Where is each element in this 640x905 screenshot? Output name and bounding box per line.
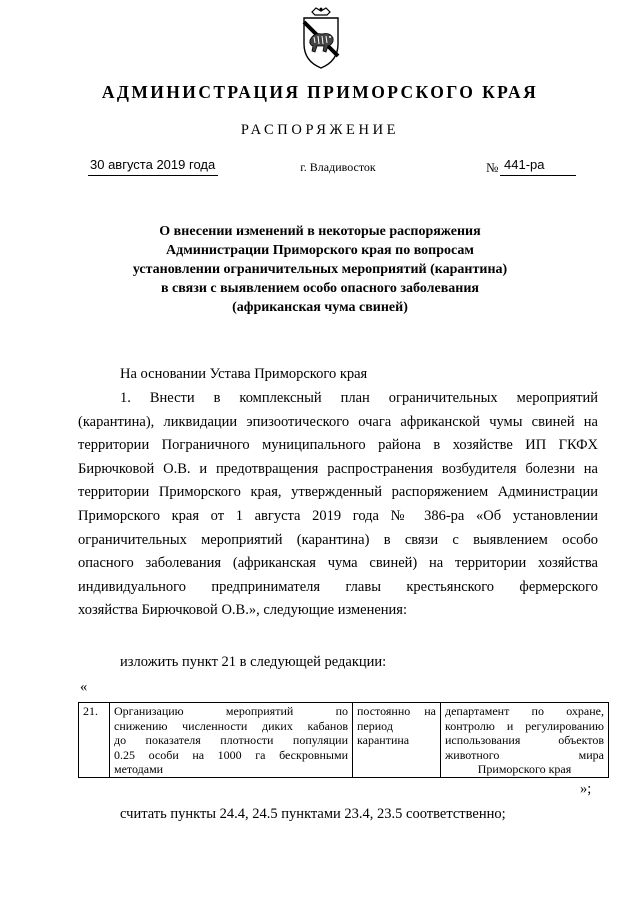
- amendment-table: [78, 702, 609, 778]
- number-underline: [500, 175, 576, 176]
- cell-line: карантина: [357, 733, 410, 747]
- date-underline: [88, 175, 218, 176]
- paragraph-line: индивидуального предпринимателя главы крестьянского фермерского: [78, 578, 598, 595]
- document-number: 441-ра: [504, 157, 545, 172]
- subitem-text: изложить пункт 21 в следующей редакции:: [120, 654, 387, 670]
- paragraph-line: территории Пограничного муниципального района в хозяйстве ИП ГКФХ: [78, 437, 598, 454]
- number-sign: №: [486, 160, 499, 175]
- cell-line: методами: [114, 762, 164, 776]
- paragraph-line: хозяйства Бирючковой О.В.», следующие изменения:: [78, 602, 408, 619]
- cell-line: Приморского края: [477, 762, 572, 776]
- cell-line: Организацию мероприятий по: [114, 704, 348, 718]
- row-number-cell: [79, 703, 110, 778]
- paragraph-line: Приморского края от 1 августа 2019 года № 386-ра «Об установлении: [78, 507, 598, 524]
- paragraph-line: 1. Внести в комплексный план ограничительных мероприятий: [120, 390, 598, 406]
- cell-line: департамент по охране,: [445, 704, 604, 718]
- cell-line: использования объектов: [445, 733, 604, 747]
- final-clause: считать пункты 24.4, 24.5 пунктами 23.4, 23.5 соответственно;: [120, 806, 506, 822]
- cell-line: до показателя плотности популяции: [114, 733, 348, 747]
- document-type: РАСПОРЯЖЕНИЕ: [240, 122, 400, 138]
- preamble: На основании Устава Приморского края: [120, 366, 368, 382]
- cell-line: животного мира: [445, 747, 604, 762]
- paragraph-line: опасного заболевания (африканская чума свиней) на территории хозяйства: [78, 555, 598, 572]
- cell-line: 0.25 особи на 1000 га бескровными: [114, 747, 348, 762]
- row-number: 21.: [83, 704, 98, 718]
- closing-quote: »;: [580, 781, 592, 797]
- document-date: 30 августа 2019 года: [90, 157, 216, 172]
- cell-line: постоянно на: [357, 704, 436, 718]
- cell-line: снижению численности диких кабанов: [114, 718, 348, 733]
- organization-heading: АДМИНИСТРАЦИЯ ПРИМОРСКОГО КРАЯ: [101, 82, 539, 102]
- measure-cell: [110, 703, 353, 778]
- coat-of-arms-icon: [300, 6, 342, 70]
- opening-quote: «: [80, 679, 88, 695]
- item-1-paragraph: [78, 387, 598, 623]
- cell-line: контролю и регулированию: [445, 718, 604, 733]
- responsible-cell: [441, 703, 609, 778]
- paragraph-line: ограничительных мероприятий (карантина) в связи с выявлением особо: [78, 531, 598, 548]
- paragraph-line: Бирючковой О.В. и предотвращения распространения возбудителя болезни на: [78, 460, 598, 477]
- document-city: г. Владивосток: [300, 160, 376, 174]
- cell-line: период: [357, 718, 393, 733]
- paragraph-line: территории Приморского края, утвержденный распоряжением Администрации: [78, 484, 598, 501]
- paragraph-line: (карантина), ликвидации эпизоотического очага африканской чумы свиней на: [78, 413, 598, 430]
- title-line: (африканская чума свиней): [232, 300, 408, 315]
- title-line: Администрации Приморского края по вопросам: [166, 243, 474, 258]
- document-title: [100, 222, 540, 317]
- term-cell: [353, 703, 441, 778]
- title-line: О внесении изменений в некоторые распоряжения: [159, 224, 481, 239]
- table-row: [79, 703, 609, 778]
- title-line: в связи с выявлением особо опасного заболевания: [160, 281, 479, 296]
- title-line: установлении ограничительных мероприятий (карантина): [132, 262, 508, 277]
